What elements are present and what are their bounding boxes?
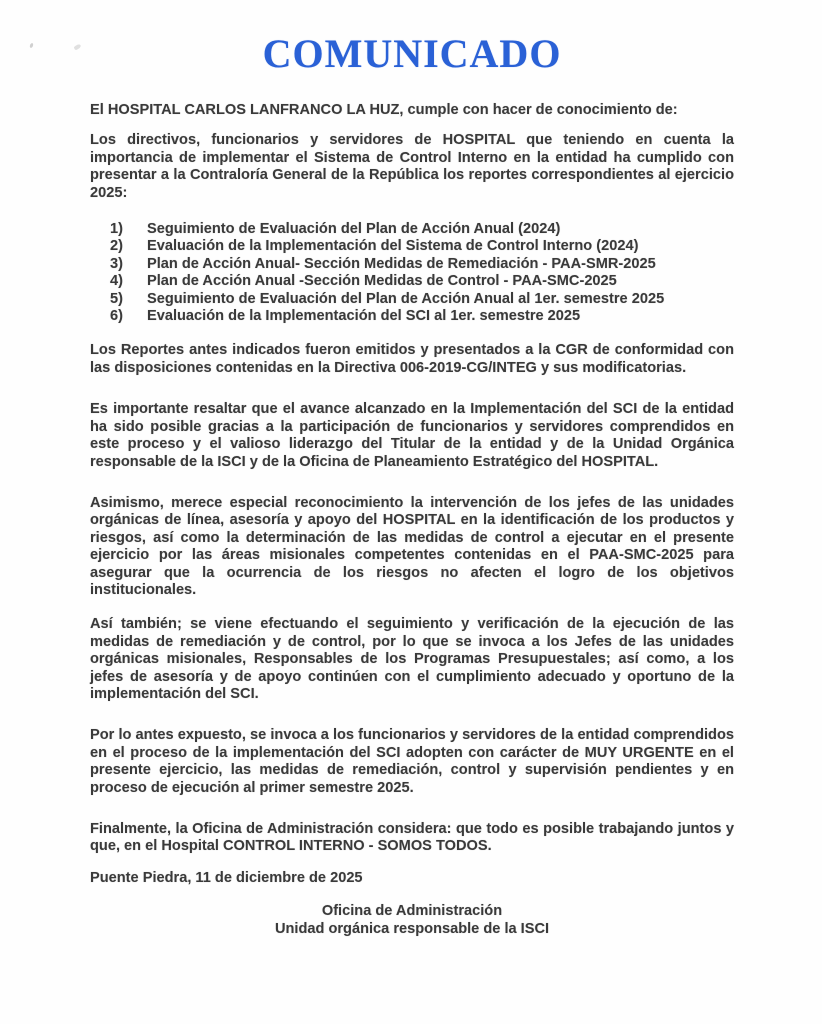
list-item [90,273,734,290]
list-item-number: 3) [110,255,123,272]
signature-office: Oficina de Administración [321,903,503,920]
dateline: Puente Piedra, 11 de diciembre de 2025 [90,869,363,886]
list-item-text: Plan de Acción Anual- Sección Medidas de Remediación - PAA-SMR-2025 [147,255,656,272]
signature-unit: Unidad orgánica responsable de la ISCI [274,920,550,937]
list-item-text: Plan de Acción Anual -Sección Medidas de Control - PAA-SMC-2025 [147,273,617,290]
list-item-number: 5) [110,290,123,307]
list-item [90,256,734,273]
paragraph-urgent-call: Por lo antes expuesto, se invoca a los funcionarios y servidores de la entidad comprendidos en el proceso de la implementación del SCI adopten con carácter de MUY URGENTE en el presente ejercicio, las medidas de remediación, control y supervisión pendientes y en proceso de ejecución al primer semestre 2025. [90,727,734,796]
paragraph-followup: Así también; se viene efectuando el seguimiento y verificación de la ejecución de las medidas de remediación y de control, por lo que se invoca a los Jefes de las unidades orgánicas misionales, Responsables de los Programas Presupuestales; así como, a los jefes de asesoría y de apoyo continúen con el cumplimiento adecuado y oportuno de la implementación del SCI. [90,616,734,702]
paragraph-closing: Finalmente, la Oficina de Administración considera: que todo es posible trabajando juntos y que, en el Hospital CONTROL INTERNO - SOMOS TODOS. [90,821,734,855]
list-item [90,238,734,255]
paragraph-importance: Es importante resaltar que el avance alcanzado en la Implementación del SCI de la entidad ha sido posible gracias a la participación de funcionarios y servidores comprendidos en este proceso y el valioso liderazgo del Titular de la entidad y de la Unidad Orgánica responsable de la ISCI y de la Oficina de Planeamiento Estratégico del HOSPITAL. [90,401,734,470]
reports-list [90,221,734,325]
list-item [90,221,734,238]
list-item-number: 2) [110,238,123,255]
list-item [90,308,734,325]
page-title: COMUNICADO [262,31,562,76]
list-item [90,291,734,308]
paragraph-recognition: Asimismo, merece especial reconocimiento la intervención de los jefes de las unidades orgánicas de línea, asesoría y apoyo del HOSPITAL en la identificación de los productos y riesgos, así como la determinación de las medidas de control a ejecutar en el presente ejercicio por las áreas misionales competentes contenidas en el PAA-SMC-2025 para asegurar que la ocurrencia de los riesgos no afecten el logro de los objetivos institucionales. [90,494,734,598]
list-item-text: Evaluación de la Implementación del SCI al 1er. semestre 2025 [147,308,581,325]
list-item-text: Seguimiento de Evaluación del Plan de Acción Anual al 1er. semestre 2025 [147,290,665,307]
scan-artifact [29,43,34,49]
list-item-number: 1) [110,221,123,238]
list-item-text: Evaluación de la Implementación del Sistema de Control Interno (2024) [147,238,639,255]
signature-block [90,903,734,938]
intro-paragraph: El HOSPITAL CARLOS LANFRANCO LA HUZ, cumple con hacer de conocimiento de: [90,102,678,118]
list-item-number: 4) [110,273,123,290]
scan-artifact [73,44,81,51]
list-item-number: 6) [110,308,123,325]
paragraph-reports-cgr: Los Reportes antes indicados fueron emitidos y presentados a la CGR de conformidad con las disposiciones contenidas en la Directiva 006-2019-CG/INTEG y sus modificatorias. [90,342,734,376]
paragraph-directives: Los directivos, funcionarios y servidores de HOSPITAL que teniendo en cuenta la importancia de implementar el Sistema de Control Interno en la entidad ha cumplido con presentar a la Contraloría General de la República los reportes correspondientes al ejercicio 2025: [90,132,734,201]
list-item-text: Seguimiento de Evaluación del Plan de Acción Anual (2024) [147,221,561,238]
